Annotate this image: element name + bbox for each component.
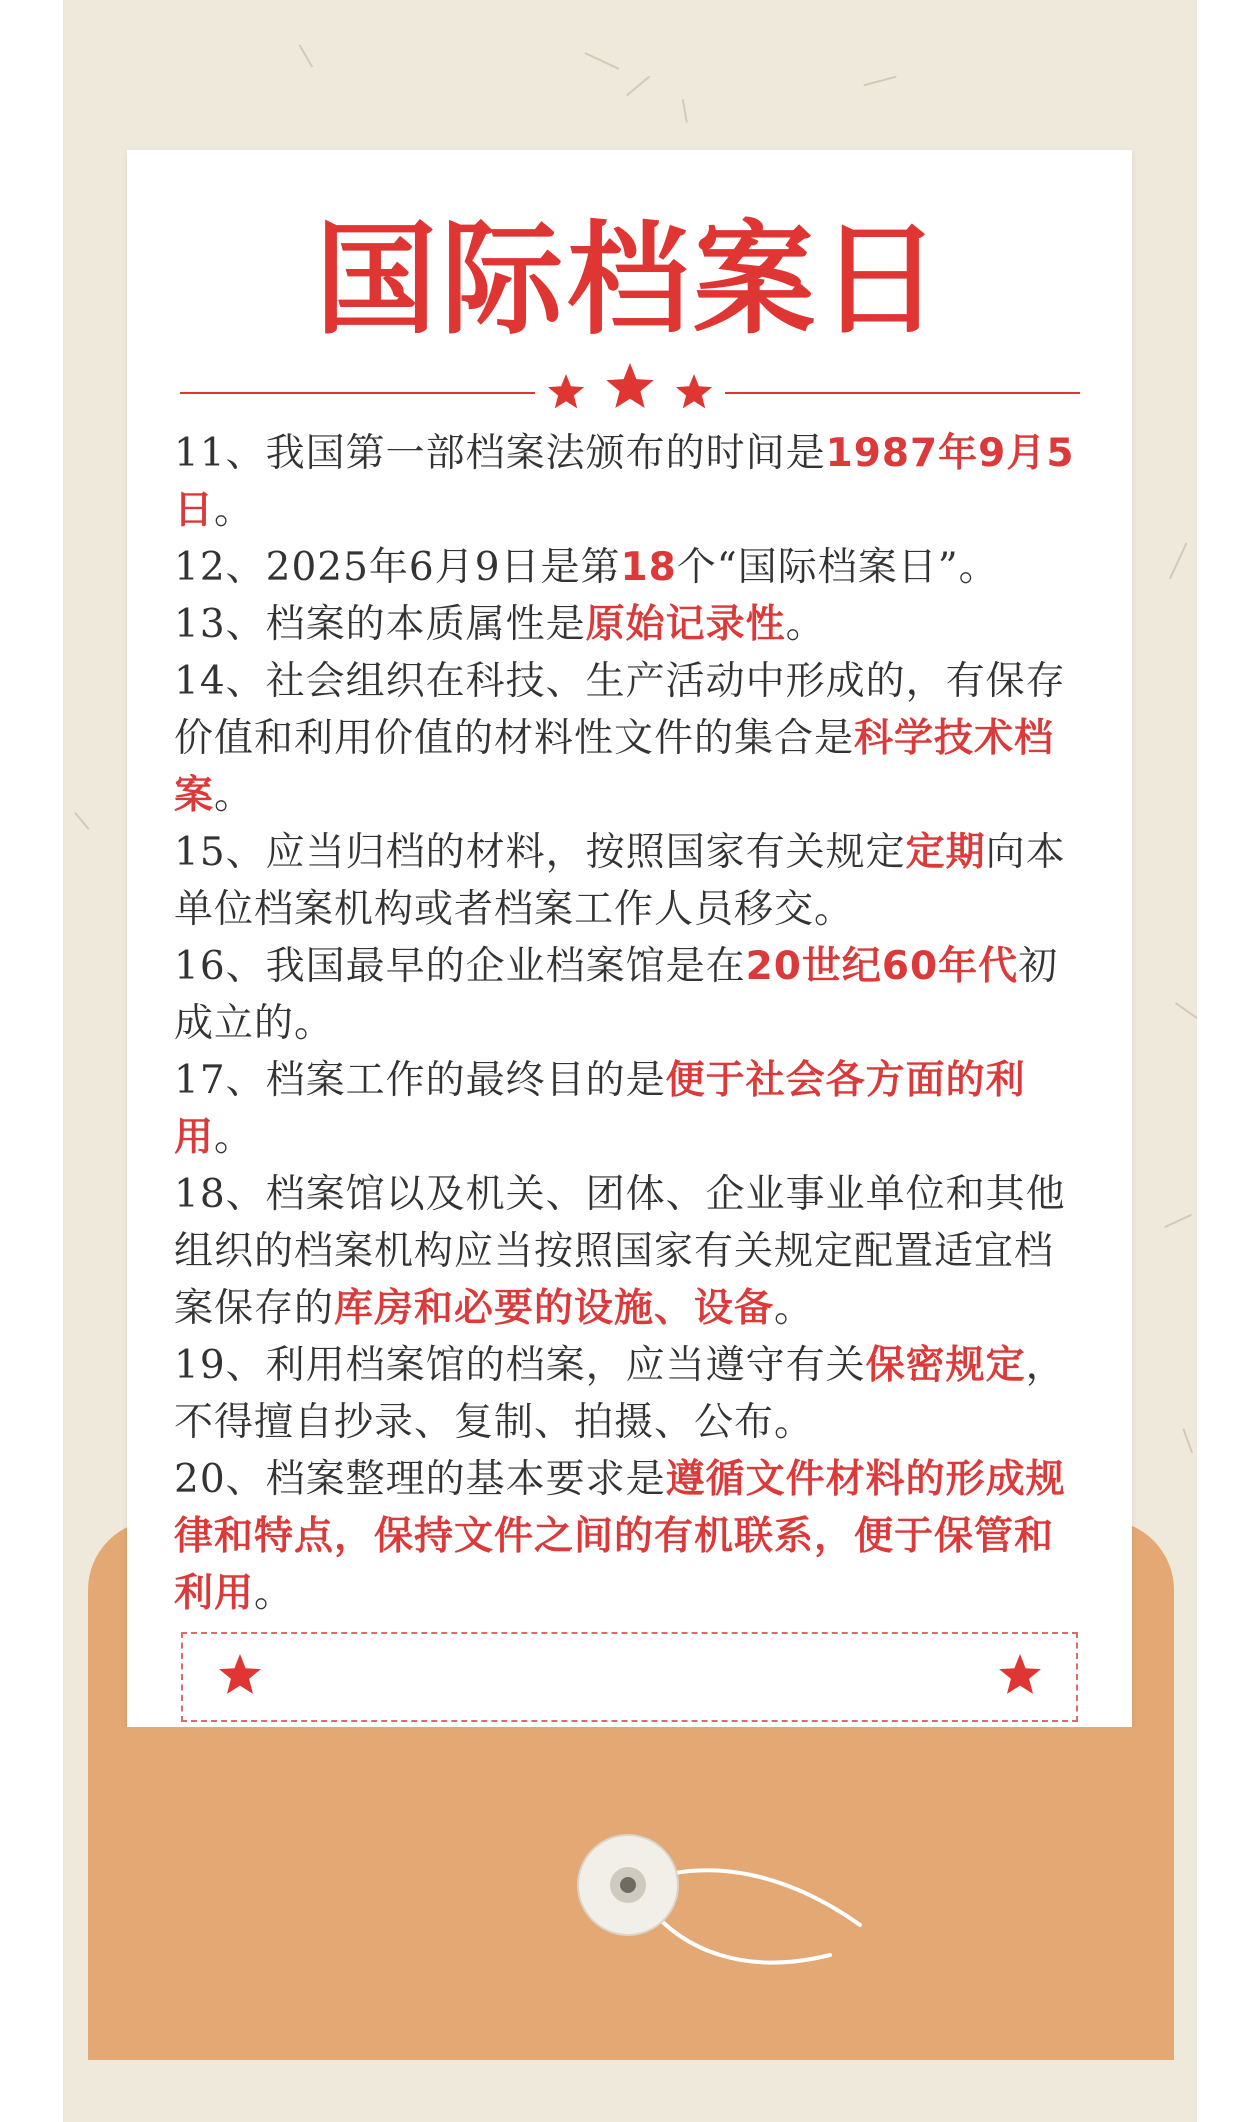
item-text: 。 — [214, 488, 255, 533]
paper-fiber — [863, 76, 896, 86]
item-text: 。 — [785, 602, 826, 647]
item-text: 16、我国最早的企业档案馆是在 — [174, 944, 746, 989]
divider-line-right — [725, 392, 1080, 394]
item-text: 13、档案的本质属性是 — [174, 602, 586, 647]
item-highlight: 原始记录性 — [585, 602, 786, 647]
item-text: 19、利用档案馆的档案，应当遵守有关 — [174, 1343, 866, 1388]
star-icon — [218, 1652, 262, 1696]
item-text: 个“国际档案日”。 — [676, 545, 999, 590]
list-item — [174, 824, 1086, 938]
item-text: 17、档案工作的最终目的是 — [174, 1058, 666, 1103]
list-item — [174, 539, 1086, 596]
item-text: 初成立的。 — [174, 944, 1059, 1046]
three-stars-icon — [535, 355, 725, 425]
item-highlight: 18 — [620, 545, 677, 590]
item-text: 11、我国第一部档案法颁布的时间是 — [174, 431, 826, 476]
paper-fiber — [584, 52, 619, 69]
item-highlight: 遵循文件材料的形成规律和特点，保持文件之间的有机联系，便于保管和利用 — [174, 1457, 1066, 1616]
item-text: 20、档案整理的基本要求是 — [174, 1457, 666, 1502]
item-text: 14、社会组织在科技、生产活动中形成的，有保存价值和利用价值的材料性文件的集合是 — [174, 659, 1066, 761]
item-text: ，不得擅自抄录、复制、拍摄、公布。 — [174, 1343, 1066, 1445]
paper-fiber — [626, 76, 650, 96]
item-text: 15、应当归档的材料，按照国家有关规定 — [174, 830, 906, 875]
item-highlight: 科学技术档案 — [174, 716, 1055, 818]
list-item — [174, 596, 1086, 653]
item-text: 。 — [214, 773, 255, 818]
item-text: 。 — [774, 1286, 815, 1331]
paper-fiber — [682, 99, 688, 123]
paper-fiber — [1164, 1214, 1192, 1228]
paper-fiber — [1183, 1428, 1193, 1453]
item-text: 。 — [254, 1571, 295, 1616]
item-text: 12、2025年6月9日是第 — [174, 545, 621, 590]
item-highlight: 便于社会各方面的利用 — [174, 1058, 1026, 1160]
item-highlight: 保密规定 — [865, 1343, 1026, 1388]
page-title: 国际档案日 — [315, 209, 945, 351]
list-item — [174, 653, 1086, 824]
envelope-button-icon — [560, 1815, 920, 1995]
paper-fiber — [1169, 542, 1187, 579]
list-item — [174, 938, 1086, 1052]
dashed-frame — [181, 1632, 1078, 1722]
paper-fiber — [1175, 1002, 1197, 1019]
item-text: 向本单位档案机构或者档案工作人员移交。 — [174, 830, 1066, 932]
paper-fiber — [299, 44, 313, 67]
item-highlight: 1987年9月5日 — [174, 431, 1075, 533]
item-text: 。 — [214, 1115, 255, 1160]
list-item — [174, 1166, 1086, 1337]
item-highlight: 库房和必要的设施、设备 — [334, 1286, 775, 1331]
item-text: 18、档案馆以及机关、团体、企业事业单位和其他组织的档案机构应当按照国家有关规定配置适宜档案保存的 — [174, 1172, 1066, 1331]
list-item — [174, 1052, 1086, 1166]
list-item — [174, 425, 1086, 539]
list-item — [174, 1337, 1086, 1451]
facts-list — [174, 425, 1086, 1622]
paper-fiber — [74, 812, 89, 830]
list-item — [174, 1451, 1086, 1622]
divider-line-left — [180, 392, 535, 394]
item-highlight: 20世纪60年代 — [745, 944, 1019, 989]
star-icon — [998, 1652, 1042, 1696]
item-highlight: 定期 — [905, 830, 986, 875]
